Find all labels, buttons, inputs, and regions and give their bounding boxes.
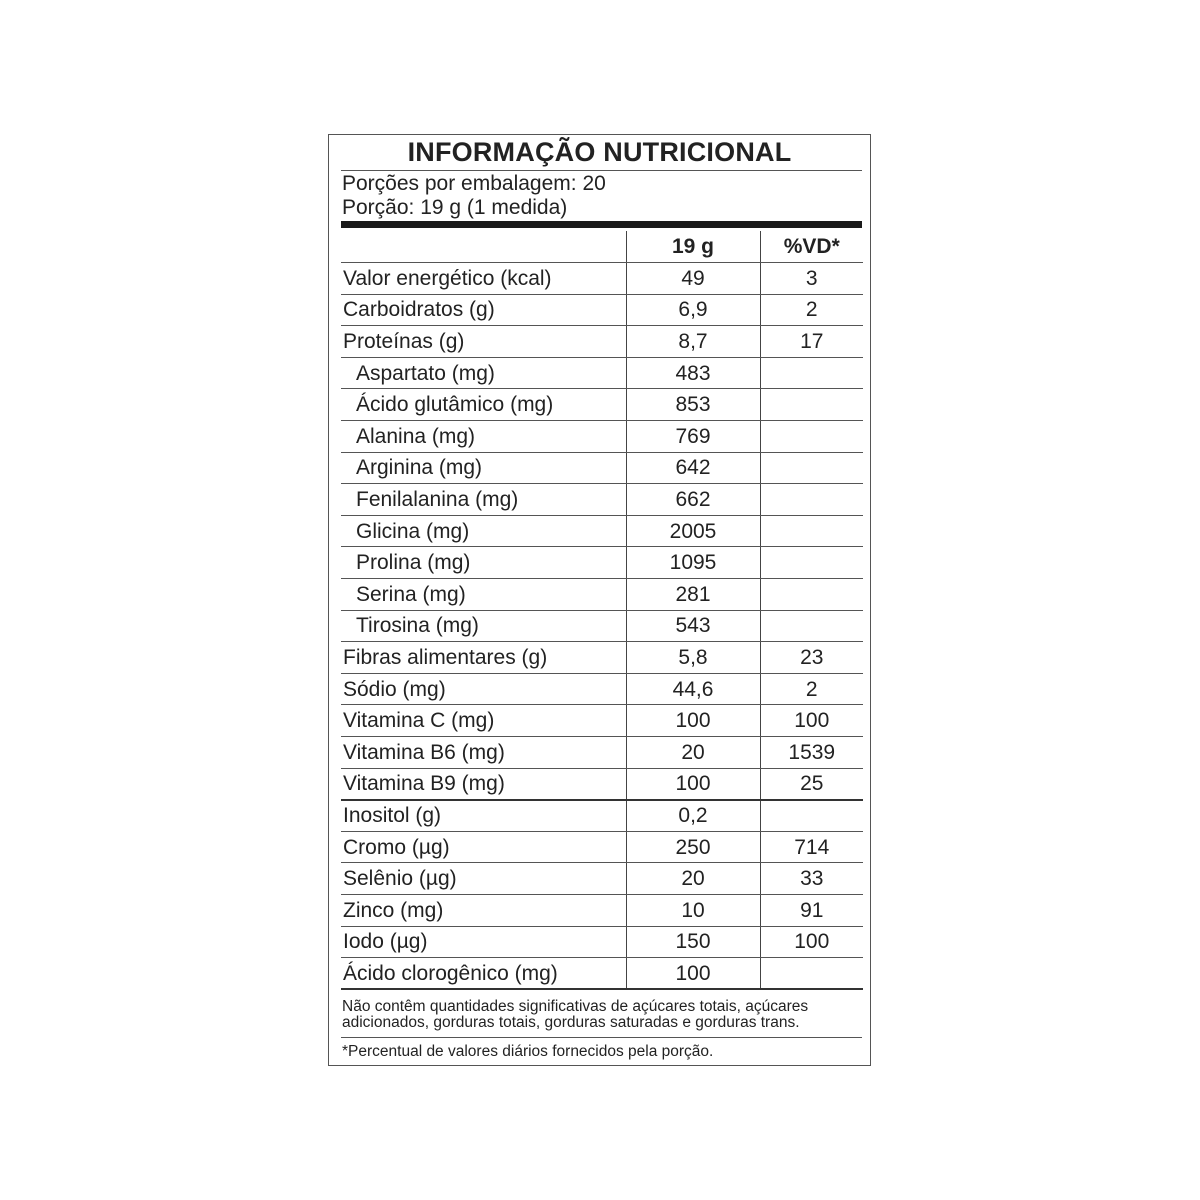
nutrient-amount: 281 [626,579,760,611]
table-row [341,768,863,800]
table-row [341,705,863,737]
nutrient-amount: 44,6 [626,673,760,705]
table-row [341,452,863,484]
servings-per-package: Porções por embalagem: 20 [342,172,606,195]
nutrient-dv [760,452,863,484]
footnote-not-significant: Não contêm quantidades significativas de açúcares totais, açúcares adicionados, gorduras totais, gorduras saturadas e gorduras trans. [342,998,809,1031]
nutrient-amount: 5,8 [626,642,760,674]
nutrient-name: Vitamina B6 (mg) [341,737,626,769]
header-dv: %VD* [760,231,863,263]
table-row [341,294,863,326]
nutrient-dv [760,610,863,642]
nutrient-dv: 2 [760,673,863,705]
table-row [341,894,863,926]
nutrient-amount: 483 [626,357,760,389]
nutrient-name: Ácido glutâmico (mg) [341,389,626,421]
nutrient-amount: 1095 [626,547,760,579]
nutrient-amount: 100 [626,958,760,990]
nutrient-dv [760,421,863,453]
nutrient-dv: 17 [760,326,863,358]
nutrient-amount: 853 [626,389,760,421]
table-row [341,263,863,295]
nutrient-name: Inositol (g) [341,800,626,832]
table-row [341,421,863,453]
table-row [341,863,863,895]
nutrient-name: Selênio (µg) [341,863,626,895]
nutrient-amount: 100 [626,768,760,800]
nutrient-dv: 2 [760,294,863,326]
nutrient-dv [760,515,863,547]
nutrient-amount: 0,2 [626,800,760,832]
serving-size: Porção: 19 g (1 medida) [342,196,568,219]
table-row [341,326,863,358]
nutrition-table [341,231,863,990]
table-row [341,357,863,389]
nutrient-name: Tirosina (mg) [341,610,626,642]
nutrient-amount: 150 [626,926,760,958]
footnote-divider [341,1037,862,1038]
nutrient-name: Vitamina C (mg) [341,705,626,737]
table-row [341,579,863,611]
nutrient-dv: 3 [760,263,863,295]
nutrient-name: Prolina (mg) [341,547,626,579]
nutrient-dv [760,958,863,990]
nutrient-dv: 23 [760,642,863,674]
nutrient-name: Carboidratos (g) [341,294,626,326]
nutrient-amount: 8,7 [626,326,760,358]
footnote-dv: *Percentual de valores diários fornecidos pela porção. [342,1043,714,1060]
nutrient-dv: 25 [760,768,863,800]
table-row [341,800,863,832]
table-row [341,389,863,421]
nutrient-amount: 769 [626,421,760,453]
nutrient-name: Serina (mg) [341,579,626,611]
nutrient-dv [760,357,863,389]
nutrient-amount: 100 [626,705,760,737]
table-row [341,484,863,516]
nutrient-amount: 20 [626,863,760,895]
nutrient-amount: 49 [626,263,760,295]
nutrient-dv [760,389,863,421]
table-row [341,737,863,769]
nutrient-name: Alanina (mg) [341,421,626,453]
nutrient-name: Aspartato (mg) [341,357,626,389]
thick-divider [341,221,862,228]
table-row [341,515,863,547]
nutrient-dv [760,579,863,611]
header-nutrient [341,231,626,263]
table-row [341,610,863,642]
nutrient-name: Glicina (mg) [341,515,626,547]
nutrient-name: Sódio (mg) [341,673,626,705]
table-row [341,642,863,674]
nutrient-name: Zinco (mg) [341,894,626,926]
nutrient-name: Fenilalanina (mg) [341,484,626,516]
nutrient-dv [760,484,863,516]
nutrient-amount: 20 [626,737,760,769]
table-row [341,958,863,990]
table-row [341,547,863,579]
nutrient-dv: 33 [760,863,863,895]
nutrient-dv: 1539 [760,737,863,769]
nutrient-name: Iodo (µg) [341,926,626,958]
nutrient-amount: 250 [626,831,760,863]
nutrient-name: Fibras alimentares (g) [341,642,626,674]
nutrient-dv: 91 [760,894,863,926]
nutrient-name: Cromo (µg) [341,831,626,863]
table-row [341,673,863,705]
nutrient-amount: 543 [626,610,760,642]
nutrient-amount: 10 [626,894,760,926]
nutrient-amount: 2005 [626,515,760,547]
nutrient-dv: 714 [760,831,863,863]
nutrition-facts-label [328,134,871,1066]
nutrient-amount: 642 [626,452,760,484]
nutrient-amount: 6,9 [626,294,760,326]
title-divider [341,170,862,171]
table-row [341,926,863,958]
nutrient-name: Arginina (mg) [341,452,626,484]
table-header-row [341,231,863,263]
header-amount: 19 g [626,231,760,263]
nutrient-name: Proteínas (g) [341,326,626,358]
nutrient-amount: 662 [626,484,760,516]
label-title: INFORMAÇÃO NUTRICIONAL [407,137,792,167]
nutrient-name: Vitamina B9 (mg) [341,768,626,800]
nutrient-name: Ácido clorogênico (mg) [341,958,626,990]
nutrient-dv: 100 [760,705,863,737]
nutrient-dv: 100 [760,926,863,958]
nutrient-dv [760,547,863,579]
nutrient-dv [760,800,863,832]
table-row [341,831,863,863]
nutrient-name: Valor energético (kcal) [341,263,626,295]
